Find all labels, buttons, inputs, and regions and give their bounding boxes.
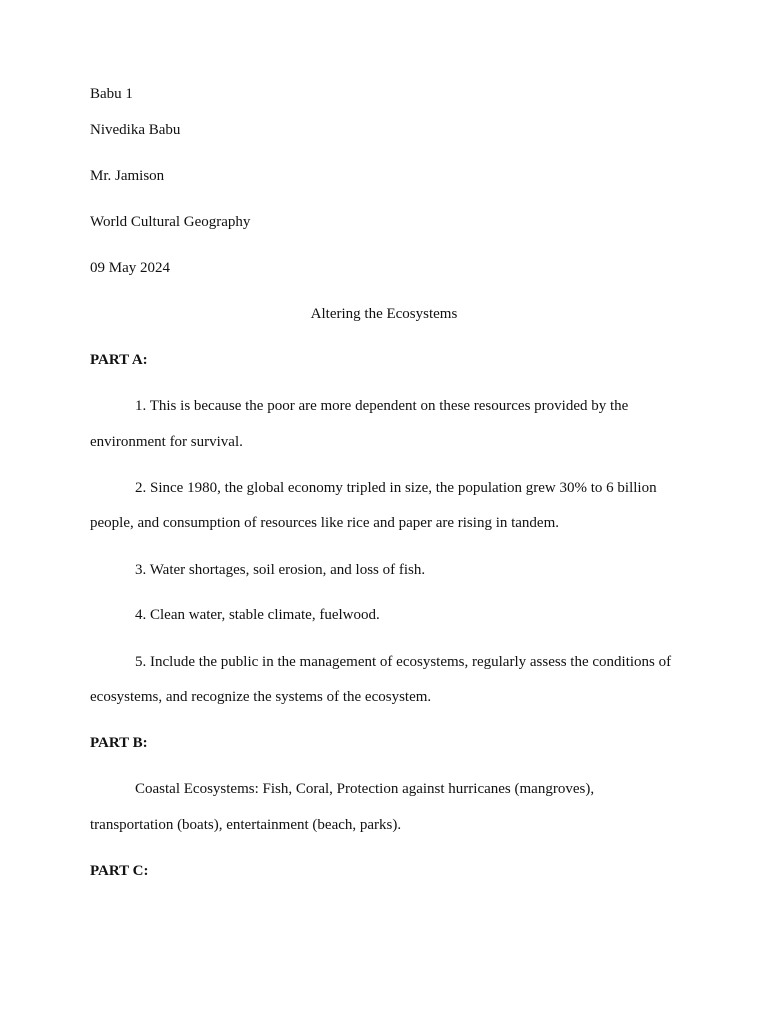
course-name: World Cultural Geography <box>90 214 251 230</box>
part-a-item-5-line-1: 5. Include the public in the management of ecosystems, regularly assess the conditions of <box>135 654 672 670</box>
part-a-item-2-line-1: 2. Since 1980, the global economy tripled in size, the population grew 30% to 6 billion <box>135 480 657 496</box>
part-b-heading: PART B: <box>90 735 148 751</box>
part-b-line-1: Coastal Ecosystems: Fish, Coral, Protection against hurricanes (mangroves), <box>135 781 595 797</box>
part-a-item-1-line-2: environment for survival. <box>90 434 243 450</box>
part-a-item-5-line-2: ecosystems, and recognize the systems of the ecosystem. <box>90 689 432 705</box>
part-c-heading: PART C: <box>90 863 149 879</box>
part-a-heading: PART A: <box>90 352 148 368</box>
document-date: 09 May 2024 <box>90 260 170 276</box>
document-title: Altering the Ecosystems <box>310 306 458 322</box>
part-b-line-2: transportation (boats), entertainment (beach, parks). <box>90 817 402 833</box>
part-a-item-3: 3. Water shortages, soil erosion, and loss of fish. <box>135 562 426 578</box>
student-name: Nivedika Babu <box>90 122 181 138</box>
part-a-item-2-line-2: people, and consumption of resources like rice and paper are rising in tandem. <box>90 515 560 531</box>
running-head: Babu 1 <box>90 86 133 102</box>
part-a-item-4: 4. Clean water, stable climate, fuelwood. <box>135 607 380 623</box>
part-a-item-1-line-1: 1. This is because the poor are more dependent on these resources provided by the <box>135 398 629 414</box>
teacher-name: Mr. Jamison <box>90 168 165 184</box>
